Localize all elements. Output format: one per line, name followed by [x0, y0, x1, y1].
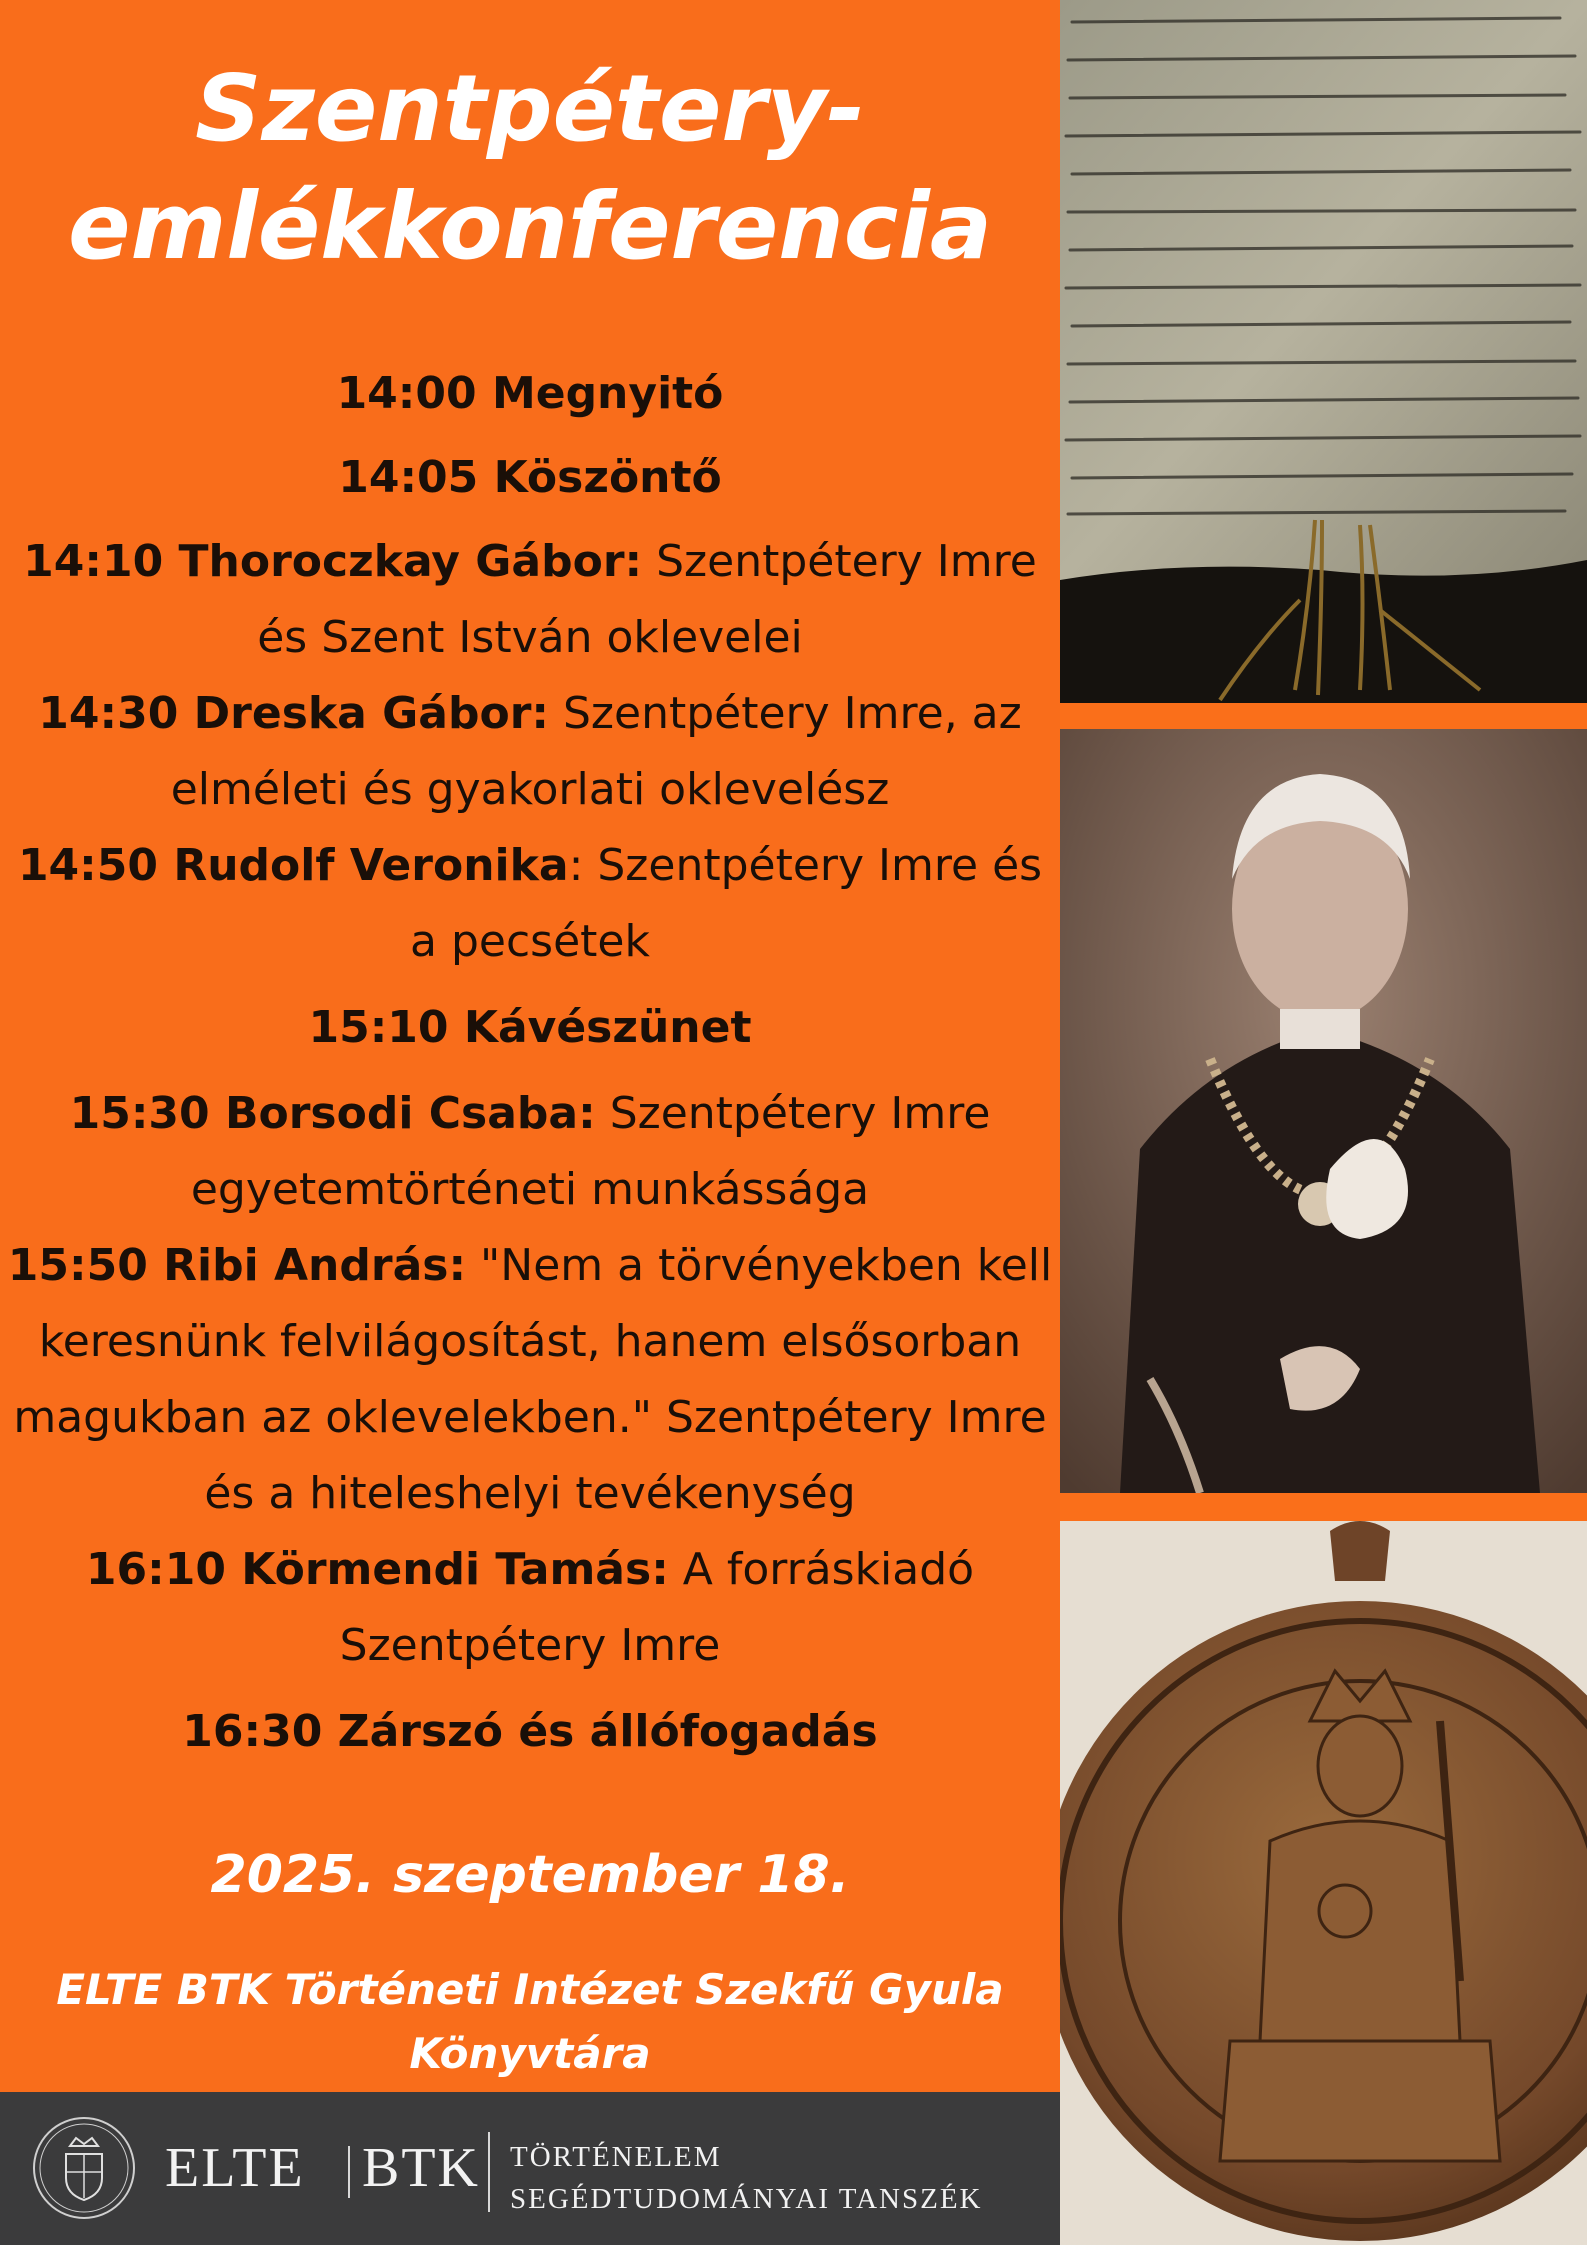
program-talk: Szentpétery Imre, az elméleti és gyakorlati oklevelész [170, 688, 1022, 815]
program-item [0, 828, 1060, 980]
footer-department-line-1: TÖRTÉNELEM [510, 2141, 722, 2173]
program-item [0, 440, 1060, 516]
program-time-speaker: 14:50 Rudolf Veronika [17, 840, 569, 891]
program-time-speaker: 14:30 Dreska Gábor: [38, 688, 549, 739]
program-item [0, 990, 1060, 1066]
program-time-speaker: 15:10 Kávészünet [308, 1002, 752, 1053]
program-item [0, 356, 1060, 432]
program-time-speaker: 16:10 Körmendi Tamás: [85, 1544, 669, 1595]
program-item [0, 1076, 1060, 1228]
program-time-speaker: 14:05 Köszöntő [338, 452, 722, 503]
portrait-image [1060, 729, 1587, 1493]
event-date: 2025. szeptember 18. [210, 1845, 850, 1905]
title-line-2: emlékkonferencia [68, 173, 992, 280]
program-item [0, 524, 1060, 676]
footer-elte-label: ELTE [165, 2137, 305, 2199]
seal-photo [1060, 1521, 1587, 2245]
seal-image [1060, 1521, 1587, 2245]
program-time-speaker: 15:50 Ribi András: [7, 1240, 467, 1291]
footer-divider [488, 2132, 490, 2212]
footer-divider [348, 2146, 350, 2198]
footer-department-line-2: SEGÉDTUDOMÁNYAI TANSZÉK [510, 2183, 983, 2215]
charter-photo [1060, 0, 1587, 703]
program-time-speaker: 15:30 Borsodi Csaba: [69, 1088, 596, 1139]
program-item [0, 1532, 1060, 1684]
program-talk: : Szentpétery Imre és a pecsétek [410, 840, 1043, 967]
program-item [0, 676, 1060, 828]
event-venue: ELTE BTK Történeti Intézet Szekfű Gyula Könyvtára [56, 1965, 1004, 2078]
program-talk: "Nem a törvényekben kell keresnünk felvilágosítást, hanem elsősorban magukban az oklevelekben." Szentpétery Imre és a hiteleshelyi tevékenység [13, 1240, 1053, 1519]
charter-image [1060, 0, 1587, 703]
program-time-speaker: 14:10 Thoroczkay Gábor: [23, 536, 643, 587]
program-item [0, 1228, 1060, 1532]
program-item [0, 1694, 1060, 1770]
title-line-1: Szentpétery- [195, 55, 865, 162]
program-time-speaker: 16:30 Zárszó és állófogadás [182, 1706, 878, 1757]
program-time-speaker: 14:00 Megnyitó [336, 368, 724, 419]
program-list [0, 356, 1060, 1770]
portrait-photo [1060, 729, 1587, 1493]
university-crest-icon [30, 2114, 138, 2222]
footer-bar [0, 2092, 1060, 2245]
footer-btk-label: BTK [362, 2137, 480, 2199]
program-talk: A forráskiadó Szentpétery Imre [339, 1544, 975, 1671]
program-talk: Szentpétery Imre és Szent István oklevelei [257, 536, 1037, 663]
footer-department [510, 2136, 983, 2220]
program-talk: Szentpétery Imre egyetemtörténeti munkássága [190, 1088, 991, 1215]
page-title [0, 50, 1060, 286]
